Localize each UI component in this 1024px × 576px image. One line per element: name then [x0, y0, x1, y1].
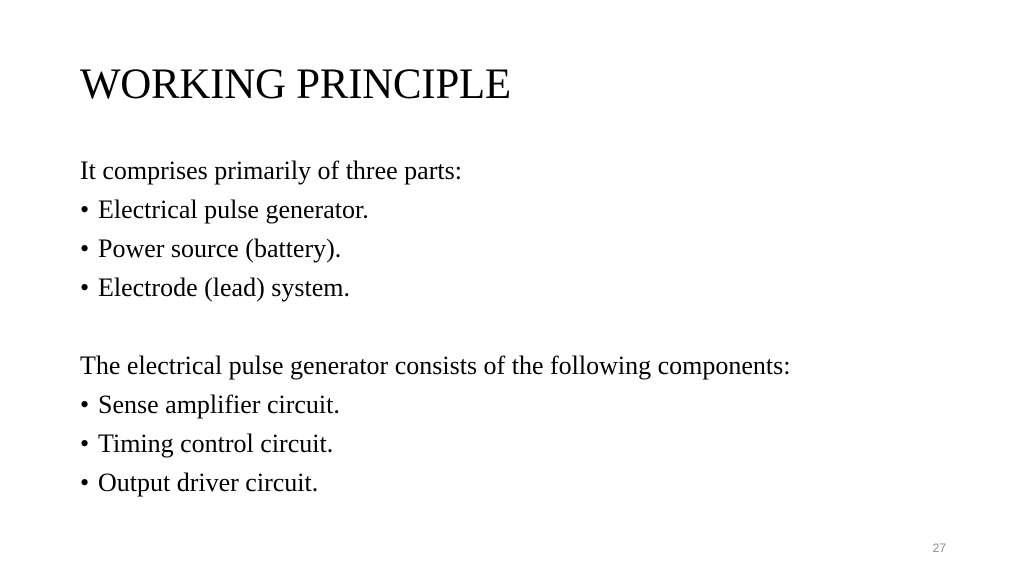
section1-intro: It comprises primarily of three parts: — [80, 156, 462, 185]
bullet-marker: • — [80, 195, 90, 224]
bullet-item — [80, 424, 960, 463]
slide-title: WORKING PRINCIPLE — [80, 61, 511, 108]
bullet-text: Power source (battery). — [98, 234, 342, 263]
section2-intro: The electrical pulse generator consists of the following components: — [80, 351, 791, 380]
bullet-text: Sense amplifier circuit. — [98, 390, 340, 419]
bullet-item — [80, 229, 960, 268]
bullet-item — [80, 463, 960, 502]
bullet-text: Output driver circuit. — [98, 468, 319, 497]
bullet-item — [80, 268, 960, 307]
bullet-text: Electrical pulse generator. — [98, 195, 369, 224]
paragraph-spacer — [80, 307, 960, 346]
bullet-item — [80, 190, 960, 229]
bullet-marker: • — [80, 429, 90, 458]
bullet-marker: • — [80, 273, 90, 302]
bullet-marker: • — [80, 390, 90, 419]
page-number: 27 — [932, 541, 946, 555]
slide-body — [80, 151, 960, 502]
bullet-marker: • — [80, 468, 90, 497]
bullet-item — [80, 385, 960, 424]
bullet-marker: • — [80, 234, 90, 263]
bullet-text: Timing control circuit. — [98, 429, 334, 458]
bullet-text: Electrode (lead) system. — [98, 273, 350, 302]
